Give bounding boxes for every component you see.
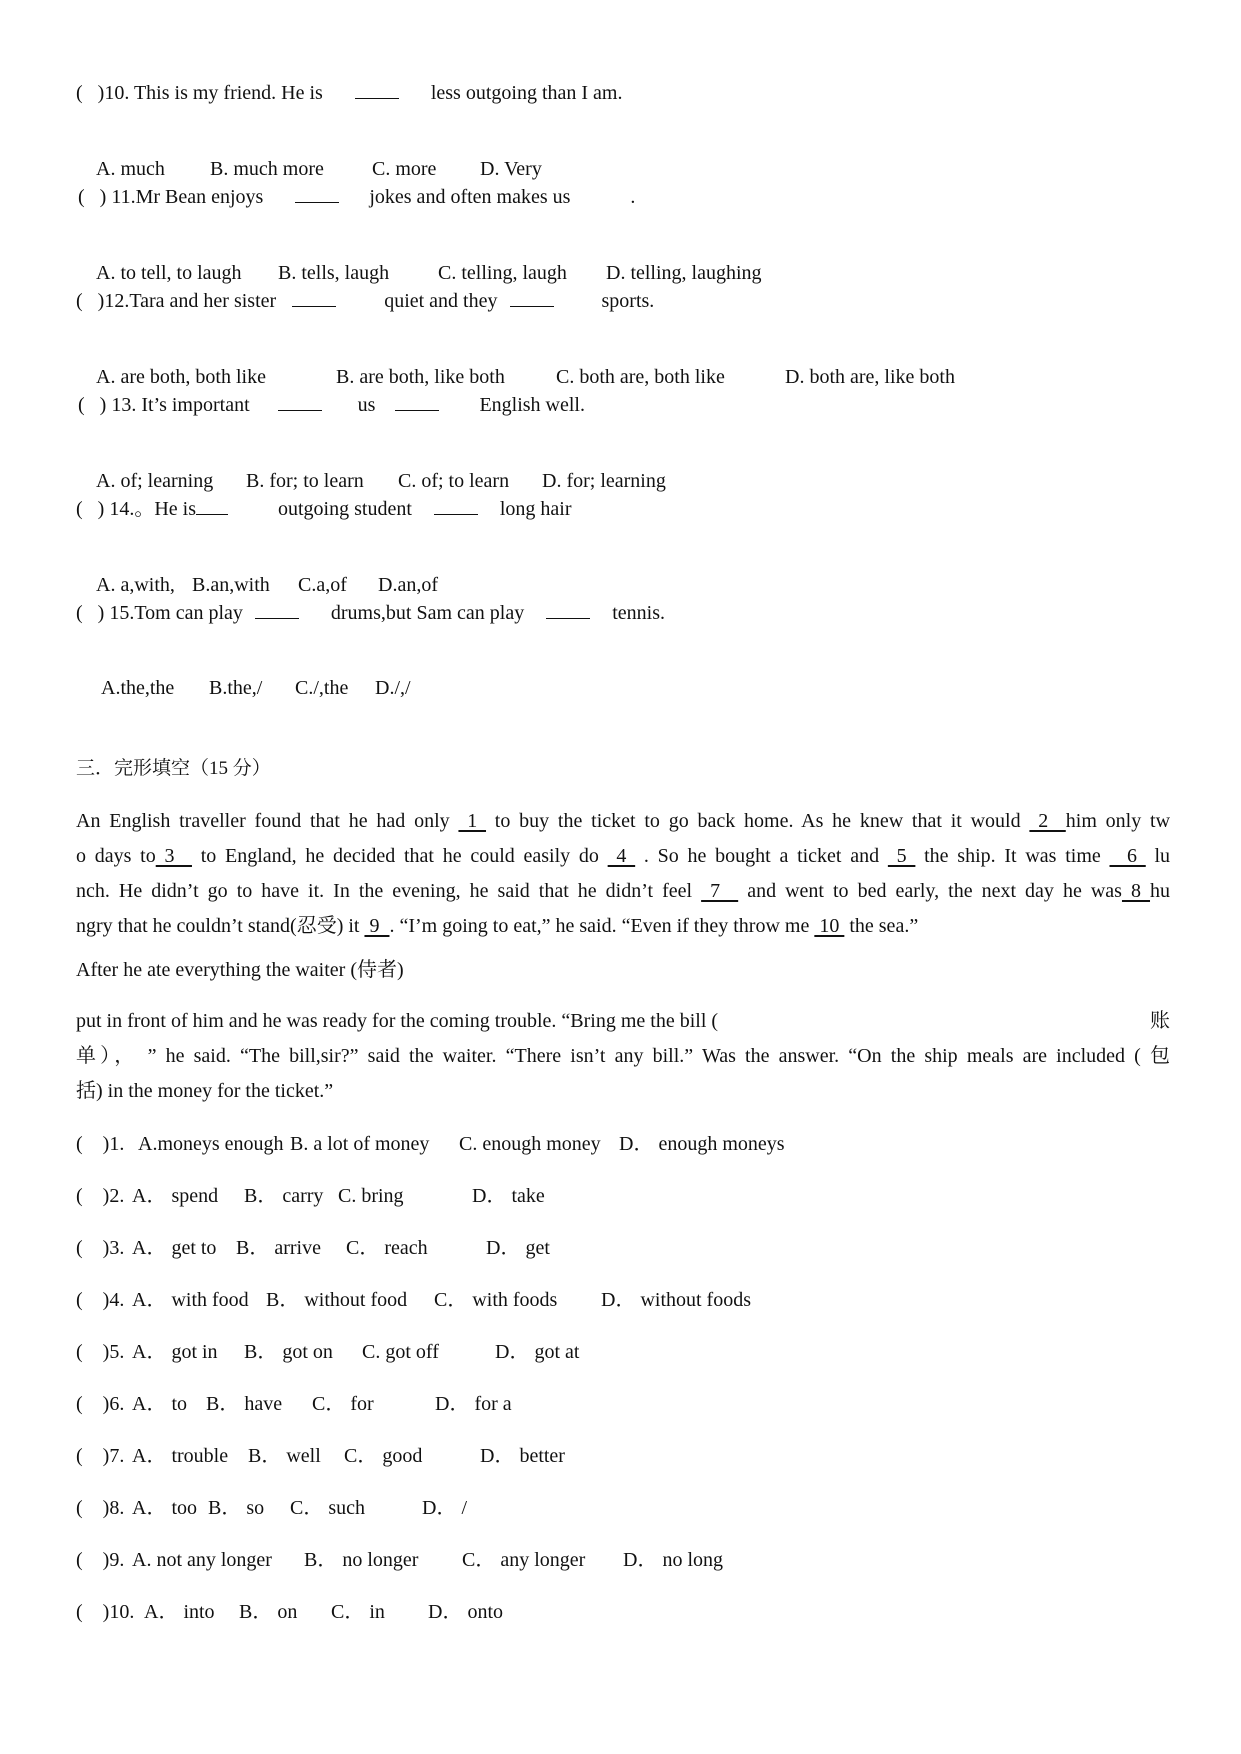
option-b: B. tells, laugh: [278, 262, 390, 284]
cloze-passage-continued: [76, 1004, 1170, 1109]
option-a: A.the,the: [101, 677, 175, 699]
blank-6: 6: [1109, 845, 1146, 867]
option-d: D. for; learning: [542, 470, 666, 492]
cloze-question-1: ( )1. A.moneys enough B. a lot of money C. enough money D． enough moneys: [76, 1133, 785, 1155]
question-text: tennis.: [612, 602, 665, 624]
option-d: D./,/: [375, 677, 411, 699]
passage-line: An English traveller found that he had only 1 to buy the ticket to go back home. As he knew that it would 2 him only tw: [76, 810, 1171, 832]
cloze-question-4: ( )4. A． with food B． without food C． with foods D． without foods: [76, 1289, 751, 1311]
option-b: B. for; to learn: [246, 470, 364, 492]
option-d: D.an,of: [378, 574, 438, 596]
question-10: [76, 80, 622, 105]
question-text: outgoing student: [277, 498, 412, 520]
question-text: sports.: [601, 290, 655, 312]
option-c: C./,the: [295, 677, 349, 699]
section-heading: 三．完形填空（15 分）: [76, 758, 271, 779]
answer-blank: [395, 392, 439, 411]
answer-blank: [510, 288, 554, 307]
question-text: us: [357, 394, 376, 416]
cloze-question-6: ( )6. A． to B． have C． for D． for a: [76, 1393, 512, 1415]
answer-blank: [255, 600, 299, 619]
question-12: [76, 288, 654, 313]
passage-line: o days to 3 to England, he decided that he could easily do 4 . So he bought a ticket and 5 the ship. It was time 6 lu: [76, 845, 1171, 867]
cloze-question-7: ( )7. A． trouble B． well C． good D． better: [76, 1445, 565, 1467]
answer-blank: [292, 288, 336, 307]
cloze-question-10: ( )10. A． into B． on C． in D． onto: [76, 1601, 503, 1623]
question-text: jokes and often makes us: [369, 186, 571, 208]
question-text: English well.: [479, 394, 585, 416]
blank-3: 3: [155, 845, 192, 867]
blank-10: 10: [814, 915, 845, 937]
option-c: C.a,of: [298, 574, 347, 596]
question-text: drums,but Sam can play: [330, 602, 525, 624]
option-c: C. of; to learn: [398, 470, 510, 492]
question-text: long hair: [499, 498, 572, 520]
question-text: ( ) 14.。He is: [76, 498, 196, 520]
answer-blank: [196, 496, 228, 515]
question-text: ( ) 13. It’s important: [78, 394, 250, 416]
blank-9: 9: [364, 915, 390, 937]
option-c: C. telling, laugh: [438, 262, 567, 284]
question-text: ( ) 15.Tom can play: [76, 602, 243, 624]
blank-7: 7: [701, 880, 739, 902]
cloze-question-5: ( )5. A． got in B． got on C. got off D． got at: [76, 1341, 580, 1363]
passage-line: ngry that he couldn’t stand(忍受) it 9 . “I’m going to eat,” he said. “Even if they throw me 10 the sea.”: [76, 915, 919, 937]
question-text: .: [630, 186, 636, 208]
passage-line: put in front of him and he was ready for the coming trouble. “Bring me the bill ( 账: [76, 1010, 1170, 1032]
question-15: [76, 600, 665, 625]
passage-line: 括) in the money for the ticket.”: [76, 1080, 334, 1102]
option-b: B.the,/: [209, 677, 263, 699]
blank-4: 4: [607, 845, 636, 867]
blank-2: 2: [1029, 810, 1066, 832]
option-a: A. much: [96, 158, 165, 180]
question-11: [78, 184, 635, 209]
question-13: [78, 392, 585, 417]
blank-8: 8: [1121, 880, 1151, 902]
question-text: less outgoing than I am.: [430, 82, 623, 104]
answer-blank: [278, 392, 322, 411]
option-c: C. more: [372, 158, 437, 180]
option-b: B. are both, like both: [336, 366, 505, 388]
blank-1: 1: [458, 810, 487, 832]
answer-blank: [355, 80, 399, 99]
option-b: B. much more: [210, 158, 324, 180]
passage-line: nch. He didn’t go to have it. In the evening, he said that he didn’t feel 7 and went to bed early, the next day he was 8 hu: [76, 880, 1171, 902]
cloze-passage: [76, 804, 1170, 944]
cloze-question-2: ( )2. A． spend B． carry C. bring D． take: [76, 1185, 545, 1207]
question-text: ( ) 11.Mr Bean enjoys: [78, 186, 264, 208]
answer-blank: [546, 600, 590, 619]
question-text: ( )10. This is my friend. He is: [76, 82, 323, 104]
option-d: D. both are, like both: [785, 366, 955, 388]
option-a: A. are both, both like: [96, 366, 266, 388]
cloze-question-3: ( )3. A． get to B． arrive C． reach D． get: [76, 1237, 550, 1259]
blank-5: 5: [887, 845, 916, 867]
question-text: quiet and they: [384, 290, 498, 312]
cloze-question-9: ( )9. A. not any longer B． no longer C． any longer D． no long: [76, 1549, 723, 1571]
option-c: C. both are, both like: [556, 366, 725, 388]
question-text: ( )12.Tara and her sister: [76, 290, 277, 312]
passage-line: 单）， ” he said. “The bill,sir?” said the waiter. “There isn’t any bill.” Was the answer. “On the ship meals are included ( 包: [76, 1045, 1170, 1067]
question-14: [76, 496, 572, 521]
cloze-question-8: ( )8. A． too B． so C． such D． /: [76, 1497, 467, 1519]
option-a: A. of; learning: [96, 470, 214, 492]
option-a: A. a,with,: [96, 574, 175, 596]
option-a: A. to tell, to laugh: [96, 262, 242, 284]
passage-line: After he ate everything the waiter (侍者): [76, 959, 404, 981]
answer-blank: [295, 184, 339, 203]
option-d: D. Very: [480, 158, 542, 180]
question-15-options: [81, 652, 411, 724]
option-d: D. telling, laughing: [606, 262, 762, 284]
option-b: B.an,with: [192, 574, 270, 596]
answer-blank: [434, 496, 478, 515]
